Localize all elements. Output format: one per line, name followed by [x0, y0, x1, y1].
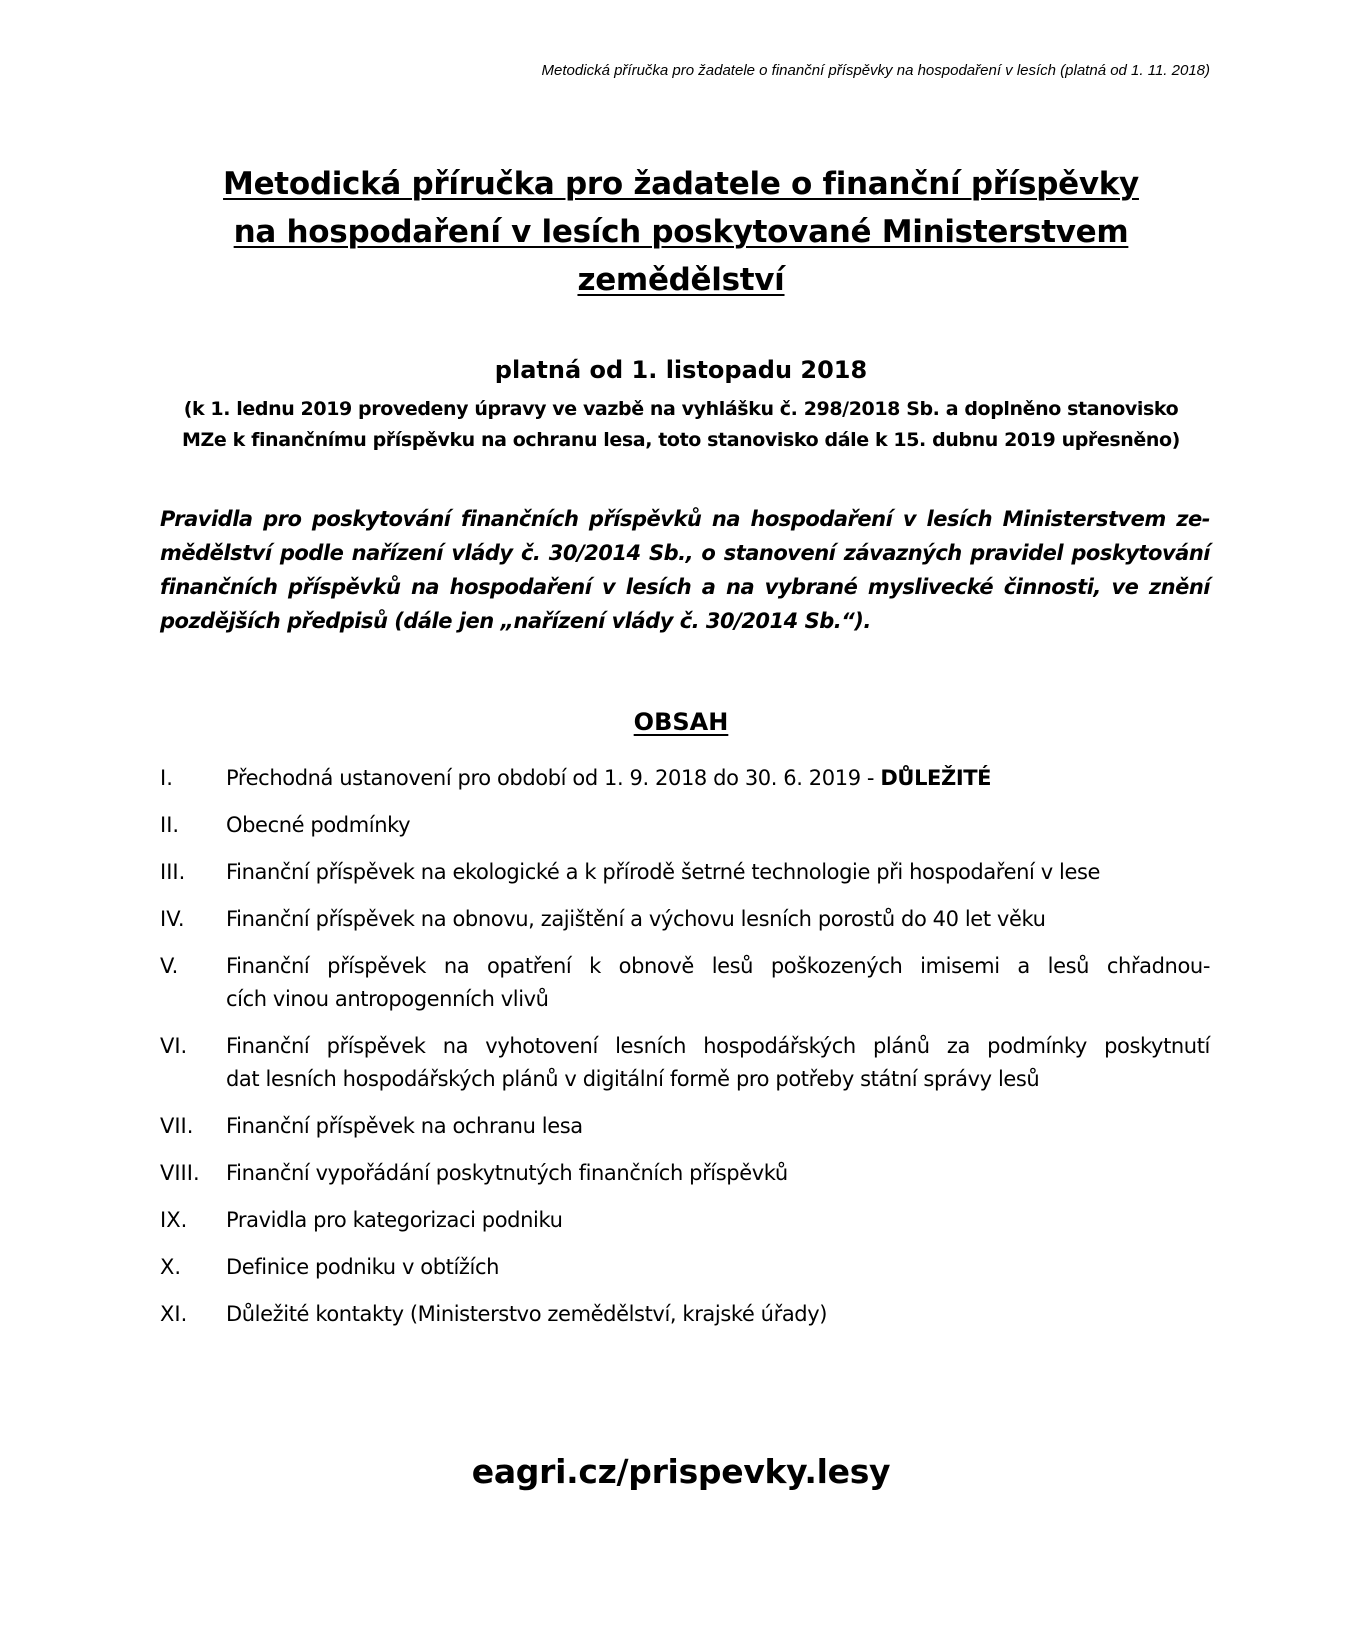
toc-number: I.	[160, 766, 173, 790]
toc-item-7	[160, 1110, 1210, 1143]
toc-text-line: Finanční příspěvek na ochranu lesa	[226, 1114, 583, 1138]
table-of-contents	[160, 762, 1210, 1345]
toc-item-2	[160, 809, 1210, 842]
toc-item-6	[160, 1030, 1210, 1096]
toc-text-line: Pravidla pro kategorizaci podniku	[226, 1208, 563, 1232]
toc-text-line: Důležité kontakty (Ministerstvo zemědělství, krajské úřady)	[226, 1302, 828, 1326]
toc-number: III.	[160, 860, 186, 884]
title-line-1: Metodická příručka pro žadatele o finanční příspěvky	[223, 166, 1139, 202]
toc-text-line: cích vinou antropogenních vlivů	[226, 987, 549, 1011]
toc-item-11	[160, 1298, 1210, 1331]
toc-text-line: Finanční příspěvek na opatření k obnově lesů poškozených imisemi a lesů chřadnou-	[226, 954, 1210, 978]
rules-paragraph	[160, 502, 1210, 638]
toc-text-line: Obecné podmínky	[226, 813, 411, 837]
toc-number: IV.	[160, 907, 185, 931]
toc-text	[226, 1030, 1210, 1096]
toc-text	[226, 903, 1210, 936]
toc-text-line	[226, 762, 1210, 795]
toc-text-line: Definice podniku v obtížích	[226, 1255, 500, 1279]
toc-item-1	[160, 762, 1210, 795]
toc-item-5	[160, 950, 1210, 1016]
toc-number: II.	[160, 813, 180, 837]
toc-number: VII.	[160, 1114, 194, 1138]
toc-number: IX.	[160, 1208, 188, 1232]
toc-text	[226, 1110, 1210, 1143]
amendment-line-1: (k 1. lednu 2019 provedeny úpravy ve vazbě na vyhlášku č. 298/2018 Sb. a doplněno stanovisko	[183, 398, 1179, 420]
toc-text	[226, 1157, 1210, 1190]
title-line-2: na hospodaření v lesích poskytované Ministerstvem	[233, 214, 1129, 250]
toc-number: VIII.	[160, 1161, 200, 1185]
document-title	[155, 160, 1207, 304]
toc-number: X.	[160, 1255, 182, 1279]
toc-item-8	[160, 1157, 1210, 1190]
toc-text	[226, 856, 1210, 889]
toc-item-4	[160, 903, 1210, 936]
amendment-note	[155, 394, 1207, 456]
toc-text-main: Přechodná ustanovení pro období od 1. 9. 2018 do 30. 6. 2019 -	[226, 766, 881, 790]
toc-text	[226, 1251, 1210, 1284]
title-line-3: zemědělství	[577, 262, 785, 298]
toc-emphasis: DŮLEŽITÉ	[880, 766, 992, 790]
validity-date: platná od 1. listopadu 2018	[494, 356, 868, 384]
rules-line-1: Pravidla pro poskytování finančních příspěvků na hospodaření v lesích Ministerstvem ze-	[160, 507, 1210, 531]
toc-text	[226, 1204, 1210, 1237]
toc-text	[226, 950, 1210, 1016]
website-link: eagri.cz/prispevky.lesy	[471, 1452, 891, 1491]
rules-line-2: mědělství podle nařízení vlády č. 30/2014 Sb., o stanovení závazných pravidel poskytování	[160, 541, 1210, 565]
toc-text-line: dat lesních hospodářských plánů v digitální formě pro potřeby státní správy lesů	[226, 1067, 1040, 1091]
toc-heading	[155, 708, 1207, 736]
rules-line-3: finančních příspěvků na hospodaření v lesích a na vybrané myslivecké činnosti, ve znění	[160, 575, 1210, 599]
toc-number: VI.	[160, 1034, 188, 1058]
toc-item-9	[160, 1204, 1210, 1237]
toc-number: V.	[160, 954, 179, 978]
running-header: Metodická příručka pro žadatele o finanční příspěvky na hospodaření v lesích (platná od 1. 11. 2018)	[541, 62, 1210, 79]
amendment-line-2: MZe k finančnímu příspěvku na ochranu lesa, toto stanovisko dále k 15. dubnu 2019 upřesněno)	[182, 429, 1180, 451]
toc-text-line: Finanční vypořádání poskytnutých finančních příspěvků	[226, 1161, 788, 1185]
toc-text-line: Finanční příspěvek na obnovu, zajištění a výchovu lesních porostů do 40 let věku	[226, 907, 1046, 931]
toc-text-line: Finanční příspěvek na vyhotovení lesních hospodářských plánů za podmínky poskytnutí	[226, 1034, 1210, 1058]
toc-text	[226, 809, 1210, 842]
toc-text-line: Finanční příspěvek na ekologické a k přírodě šetrné technologie při hospodaření v lese	[226, 860, 1101, 884]
rules-line-4: pozdějších předpisů (dále jen „nařízení vlády č. 30/2014 Sb.“).	[160, 609, 871, 633]
toc-text	[226, 762, 1210, 795]
toc-number: XI.	[160, 1302, 188, 1326]
toc-heading-text: OBSAH	[633, 708, 729, 736]
toc-text	[226, 1298, 1210, 1331]
toc-item-3	[160, 856, 1210, 889]
toc-item-10	[160, 1251, 1210, 1284]
